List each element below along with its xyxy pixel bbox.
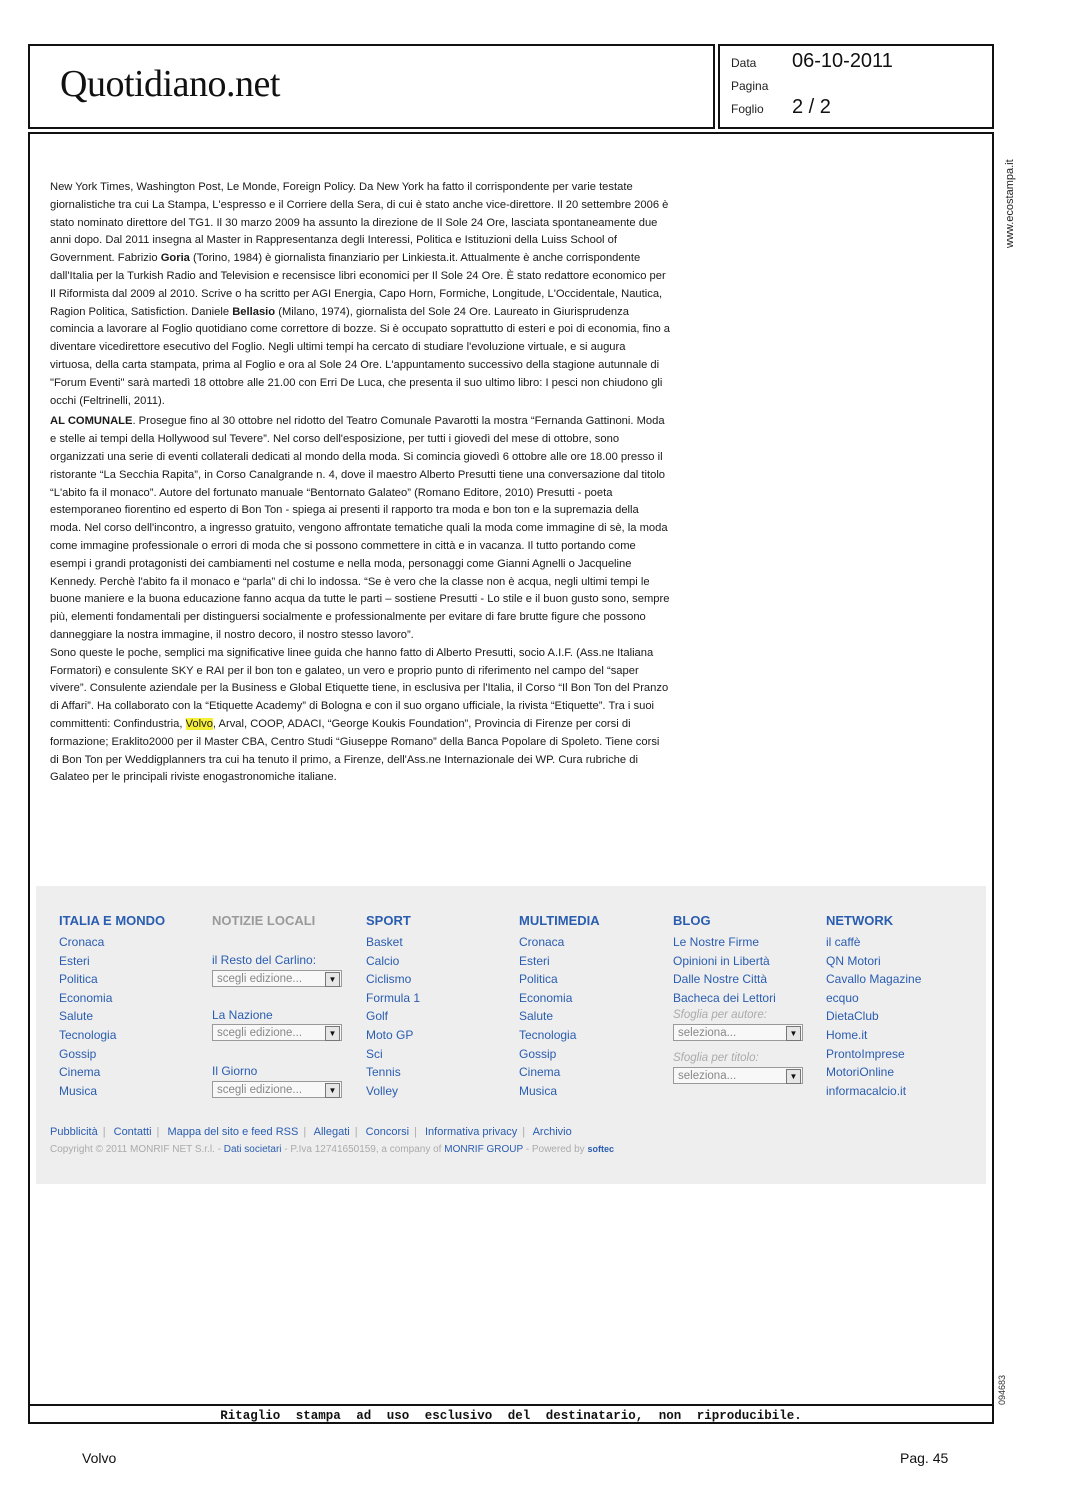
clipping-code: 094683 bbox=[997, 1374, 1007, 1405]
page-number: Pag. 45 bbox=[900, 1450, 949, 1466]
chevron-down-icon: ▼ bbox=[786, 1026, 801, 1041]
footer-link[interactable]: MotoriOnline bbox=[826, 1065, 895, 1080]
footer-link[interactable]: Calcio bbox=[366, 953, 400, 968]
footer-link[interactable]: Golf bbox=[366, 1009, 389, 1024]
col-title[interactable]: ITALIA E MONDO bbox=[59, 913, 166, 928]
footer-col-italia-mondo bbox=[59, 913, 209, 1100]
footer-link[interactable]: Basket bbox=[366, 935, 403, 949]
giorno-edition-select[interactable]: scegli edizione... ▼ bbox=[212, 1081, 342, 1098]
footer-link[interactable]: QN Motori bbox=[826, 953, 881, 968]
footer-link[interactable]: Opinioni in Libertà bbox=[673, 953, 770, 968]
footer-col-notizie-locali bbox=[212, 913, 362, 1098]
footer-link[interactable]: Ciclismo bbox=[366, 972, 412, 987]
copyright-line: Copyright © 2011 MONRIF NET S.r.l. - Dati societari - P.Iva 12741650159, a company of MONRIF GROUP - Powered by softec bbox=[50, 1144, 614, 1155]
footer-link[interactable]: Salute bbox=[59, 1009, 94, 1024]
author-browse-label: Sfoglia per autore: bbox=[673, 1009, 767, 1022]
highlight-volvo: Volvo bbox=[185, 717, 213, 730]
chevron-down-icon: ▼ bbox=[325, 1026, 340, 1041]
footer-link[interactable]: Cinema bbox=[519, 1065, 561, 1080]
link-mappa-sito[interactable]: Mappa del sito e feed RSS bbox=[167, 1126, 299, 1138]
footer-link[interactable]: Bacheca dei Lettori bbox=[673, 990, 776, 1005]
footer-link[interactable]: Economia bbox=[59, 990, 113, 1005]
header-masthead bbox=[28, 44, 715, 129]
giorno-label[interactable]: Il Giorno bbox=[212, 1064, 258, 1079]
footer-link[interactable]: Gossip bbox=[59, 1046, 97, 1061]
chevron-down-icon: ▼ bbox=[325, 1083, 340, 1098]
col-title[interactable]: NETWORK bbox=[826, 913, 894, 928]
title-browse-label: Sfoglia per titolo: bbox=[673, 1052, 759, 1065]
footer-link[interactable]: Cronaca bbox=[519, 935, 565, 949]
footer-link[interactable]: Politica bbox=[519, 972, 558, 987]
footer-link[interactable]: Cavallo Magazine bbox=[826, 972, 922, 987]
clipping-disclaimer: Ritaglio stampa ad uso esclusivo del destinatario, non riproducibile. bbox=[28, 1404, 994, 1423]
footer-link[interactable]: Esteri bbox=[59, 953, 90, 968]
footer-col-multimedia bbox=[519, 913, 669, 1100]
footer-link[interactable]: il caffè bbox=[826, 935, 861, 949]
nazione-edition-select[interactable]: scegli edizione... ▼ bbox=[212, 1024, 342, 1041]
foglio-label: Foglio bbox=[731, 102, 764, 116]
footer-link[interactable]: Formula 1 bbox=[366, 990, 421, 1005]
title-select[interactable]: seleziona... ▼ bbox=[673, 1067, 803, 1084]
footer-link[interactable]: Musica bbox=[59, 1083, 98, 1098]
link-archivio[interactable]: Archivio bbox=[532, 1126, 572, 1138]
quotidiano-logo: Quotidiano.net bbox=[60, 63, 280, 105]
footer-col-sport bbox=[366, 913, 516, 1100]
nazione-label[interactable]: La Nazione bbox=[212, 1007, 273, 1022]
site-footer bbox=[36, 886, 986, 1184]
footer-link[interactable]: Tecnologia bbox=[59, 1027, 117, 1042]
link-privacy[interactable]: Informativa privacy bbox=[424, 1126, 518, 1138]
header-meta bbox=[718, 44, 994, 129]
chevron-down-icon: ▼ bbox=[786, 1069, 801, 1084]
footer-bottom-links: Pubblicità | Contatti | Mappa del sito e feed RSS | Allegati | Concorsi | Informativa privacy | Archivio bbox=[50, 1126, 572, 1138]
link-pubblicita[interactable]: Pubblicità bbox=[50, 1126, 98, 1138]
article-paragraph: AL COMUNALE. Prosegue fino al 30 ottobre nel ridotto del Teatro Comunale Pavarotti la mostra “Fernanda Gattinoni. Moda e stelle ai tempi della Hollywood sul Tevere”. Nel corso dell'esposizione, per tutti i giovedì del mese di ottobre, sono organizzati una serie di eventi collaterali dedicati al mondo della moda. Si comincia giovedì 6 ottobre alle ore 18.00 presso il ristorante “La Secchia Rapita”, in Corso Canalgrande n. 4, dove il maestro Alberto Presutti tiene una conversazione dal titolo “L'abito fa il monaco”. Autore del fortunato manuale “Bentornato Galateo” (Romano Editore, 2010) Presutti - poeta estemporaneo fiorentino ed esperto di Bon Ton - spiega ai presenti il rapporto tra moda e bon ton e la supremazia della moda. Nel corso dell'incontro, a ingresso gratuito, vengono affrontate tematiche quali la moda come immagine di sè, la moda come immagine professionale o errori di moda che si possono commettere in città e in vacanza. Il tutto portando come esempi i grandi protagonisti dei cambiamenti nel costume e nella moda, personaggi come Gianni Agnelli o Jacqueline Kennedy. Perchè l'abito fa il monaco e “parla” di chi lo indossa. “Se è vero che la classe non è acqua, negli ultimi tempi le buone maniere e la buona educazione fanno acqua da tutte le parti – sostiene Presutti - Lo stile e il buon gusto sono, sempre più, elementi fondamentali per distinguersi socialmente e professionalmente per evitare di fare brutte figure che possono danneggiare la nostra immagine, il nostro decoro, il nostro stesso lavoro”. Sono queste le poche, semplici ma significative linee guida che hanno fatto di Alberto Presutti, socio A.I.F. (Ass.ne Italiana Formatori) e consulente SKY e RAI per il bon ton e galateo, un vero e proprio punto di riferimento nel campo del “saper vivere”. Consulente aziendale per la Business e Global Etiquette tiene, in esclusiva per l'Italia, il Corso “Il Bon Ton del Pranzo di Affari”. Ha collaborato con la “Etiquette Academy” di Bologna e con il suo organo ufficiale, la rivista “Etiquette”. Tra i suoi committenti: Confindustria, Volvo, Arval, COOP, ADACI, “George Koukis Foundation”, Provincia di Firenze per corsi di formazione; Eraklito2000 per il Master CBA, Centro Studi “Giuseppe Romano” della Banca Popolare di Spoleto. Tiene corsi di Bon Ton per Weddigplanners tra cui ha tenuto il primo, a Firenze, dell'Ass.ne Internazionale dei WP. Cura rubriche di Galateo per le principali riviste enogastronomiche italiane. bbox=[50, 415, 670, 784]
footer-link[interactable]: informacalcio.it bbox=[826, 1083, 907, 1098]
client-name: Volvo bbox=[82, 1450, 117, 1466]
ecostampa-website: www.ecostampa.it bbox=[1004, 159, 1016, 248]
footer-link[interactable]: Esteri bbox=[519, 953, 550, 968]
article-paragraph: New York Times, Washington Post, Le Monde, Foreign Policy. Da New York ha fatto il corrispondente per varie testate giornalistiche tra cui La Stampa, L'espresso e il Corriere della Sera, di cui è stato anche vice-direttore. Il 20 settembre 2006 è stato nominato direttore del TG1. Il 30 marzo 2009 ha assunto la direzione de Il Sole 24 Ore, lasciata spontaneamente due anni dopo. Dal 2011 insegna al Master in Rappresentanza degli Interessi, Politica e Istituzioni della Luiss School of Government. Fabrizio Goria (Torino, 1984) è giornalista finanziario per Linkiesta.it. Attualmente è anche corrispondente dall'Italia per la Turkish Radio and Television e recensisce libri economici per Il Sole 24 Ore. È stato redattore economico per Il Riformista dal 2009 al 2010. Scrive o ha scritto per AGI Energia, Capo Horn, Formiche, Longitude, L'Occidentale, Nautica, Ragion Politica, Satisfiction. Daniele Bellasio (Milano, 1974), giornalista del Sole 24 Ore. Laureato in Giurisprudenza comincia a lavorare al Foglio quotidiano come correttore di bozze. Si è occupato soprattutto di esteri e poi di economia, fino a diventare vicedirettore esecutivo del Foglio. Negli ultimi tempi ha cercato di studiare l'evoluzione virtuale, e si augura virtuosa, della carta stampata, prima al Foglio e ora al Sole 24 Ore. L'appuntamento successivo della stagione autunnale di "Forum Eventi" sarà martedì 18 ottobre alle 21.00 con Erri De Luca, che presenta il suo ultimo libro: I pesci non chiudono gli occhi (Feltrinelli, 2011). bbox=[50, 181, 671, 407]
footer-link[interactable]: Salute bbox=[519, 1009, 554, 1024]
footer-link[interactable]: Gossip bbox=[519, 1046, 557, 1061]
footer-link[interactable]: Sci bbox=[366, 1046, 383, 1061]
data-value: 06-10-2011 bbox=[792, 50, 893, 72]
foglio-value: 2 / 2 bbox=[792, 96, 831, 118]
softec-logo[interactable]: softec bbox=[587, 1144, 614, 1154]
col-title[interactable]: BLOG bbox=[673, 913, 711, 928]
footer-link[interactable]: DietaClub bbox=[826, 1009, 879, 1024]
footer-link[interactable]: Cronaca bbox=[59, 935, 105, 949]
link-contatti[interactable]: Contatti bbox=[113, 1126, 152, 1138]
footer-link[interactable]: Musica bbox=[519, 1083, 558, 1098]
footer-link[interactable]: Volley bbox=[366, 1083, 399, 1098]
footer-link[interactable]: Tennis bbox=[366, 1065, 401, 1080]
article-body bbox=[50, 179, 670, 790]
link-concorsi[interactable]: Concorsi bbox=[365, 1126, 410, 1138]
footer-link[interactable]: Politica bbox=[59, 972, 98, 987]
footer-col-blog bbox=[673, 913, 823, 1084]
footer-link[interactable]: Economia bbox=[519, 990, 573, 1005]
col-title[interactable]: SPORT bbox=[366, 913, 411, 928]
chevron-down-icon: ▼ bbox=[325, 972, 340, 987]
carlino-label[interactable]: il Resto del Carlino: bbox=[212, 953, 317, 967]
monrif-group-link[interactable]: MONRIF GROUP bbox=[444, 1144, 523, 1155]
link-allegati[interactable]: Allegati bbox=[313, 1126, 350, 1138]
footer-link[interactable]: ecquo bbox=[826, 990, 859, 1005]
pagina-label: Pagina bbox=[731, 79, 769, 93]
footer-link[interactable]: Le Nostre Firme bbox=[673, 935, 760, 949]
footer-link[interactable]: ProntoImprese bbox=[826, 1046, 905, 1061]
carlino-edition-select[interactable]: scegli edizione... ▼ bbox=[212, 970, 342, 987]
footer-col-network bbox=[826, 913, 976, 1100]
col-title: NOTIZIE LOCALI bbox=[212, 913, 316, 928]
footer-link[interactable]: Home.it bbox=[826, 1027, 868, 1042]
footer-link[interactable]: Moto GP bbox=[366, 1027, 414, 1042]
data-label: Data bbox=[731, 56, 757, 70]
author-select[interactable]: seleziona... ▼ bbox=[673, 1024, 803, 1041]
footer-link[interactable]: Tecnologia bbox=[519, 1027, 577, 1042]
footer-link[interactable]: Cinema bbox=[59, 1065, 101, 1080]
footer-link[interactable]: Dalle Nostre Città bbox=[673, 972, 768, 987]
col-title[interactable]: MULTIMEDIA bbox=[519, 913, 600, 928]
dati-societari-link[interactable]: Dati societari bbox=[223, 1144, 282, 1155]
